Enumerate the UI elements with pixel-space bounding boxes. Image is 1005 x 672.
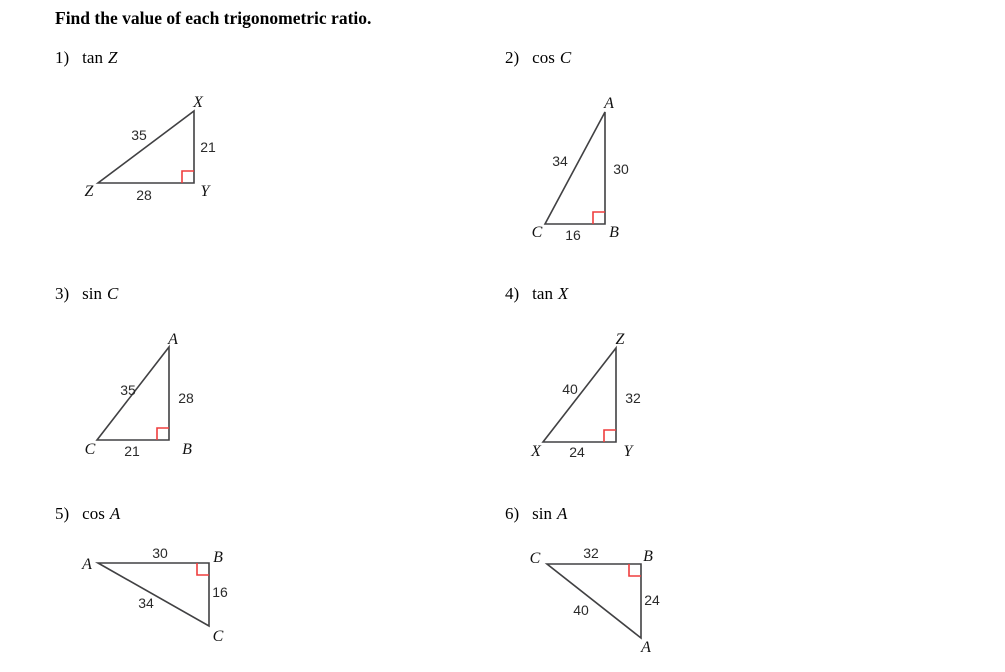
vertex-label-4-Y: Y (623, 443, 633, 460)
problem-6-number: 6) (505, 504, 520, 523)
problem-6-function: sin (532, 504, 553, 523)
side-length-label-4-24: 24 (569, 444, 585, 460)
vertex-label-6-A: A (641, 639, 651, 656)
problem-5-function: cos (82, 504, 105, 523)
problem-3-header (55, 284, 118, 304)
vertex-label-5-A: A (82, 556, 92, 573)
problem-4-variable: X (557, 284, 569, 303)
triangle-1 (98, 111, 194, 183)
vertex-label-2-B: B (609, 224, 619, 241)
vertex-label-1-Y: Y (200, 183, 210, 200)
problem-5-variable: A (109, 504, 121, 523)
side-length-label-5-30: 30 (152, 545, 168, 561)
vertex-label-3-A: A (168, 331, 178, 348)
side-length-label-3-21: 21 (124, 443, 140, 459)
problem-6-header (505, 504, 567, 524)
side-length-label-2-34: 34 (552, 153, 568, 169)
vertex-label-1-X: X (193, 94, 203, 111)
problem-3-variable: C (107, 284, 119, 303)
problem-3-number: 3) (55, 284, 70, 303)
vertex-label-3-B: B (182, 441, 192, 458)
problem-5-number: 5) (55, 504, 70, 523)
vertex-label-5-B: B (213, 549, 223, 566)
side-length-label-6-40: 40 (573, 602, 589, 618)
vertex-label-6-B: B (643, 548, 653, 565)
vertex-label-5-C: C (212, 628, 224, 645)
side-length-label-2-16: 16 (565, 227, 581, 243)
side-length-label-6-24: 24 (644, 592, 660, 608)
vertex-label-3-C: C (84, 441, 96, 458)
problem-3-function: sin (82, 284, 103, 303)
vertex-label-4-Z: Z (615, 331, 625, 348)
right-angle-marker-3 (157, 428, 169, 440)
vertex-label-2-A: A (604, 95, 614, 112)
right-angle-marker-6 (629, 564, 641, 576)
side-length-label-5-16: 16 (212, 584, 228, 600)
vertex-label-2-C: C (531, 224, 543, 241)
problem-1-function: tan (82, 48, 103, 67)
problem-4-number: 4) (505, 284, 520, 303)
side-length-label-2-30: 30 (613, 161, 629, 177)
problem-1-variable: Z (107, 48, 118, 67)
problem-4-header (505, 284, 568, 304)
problem-2-header (505, 48, 571, 68)
right-angle-marker-4 (604, 430, 616, 442)
vertex-label-4-X: X (531, 443, 541, 460)
right-angle-marker-2 (593, 212, 605, 224)
problem-2-number: 2) (505, 48, 520, 67)
side-length-label-3-35: 35 (120, 382, 136, 398)
problem-2-function: cos (532, 48, 555, 67)
side-length-label-5-34: 34 (138, 595, 154, 611)
triangle-4 (543, 348, 616, 442)
side-length-label-3-28: 28 (178, 390, 194, 406)
vertex-label-6-C: C (529, 550, 541, 567)
problem-1-header (55, 48, 117, 68)
side-length-label-4-40: 40 (562, 381, 578, 397)
problem-2-variable: C (559, 48, 572, 67)
side-length-label-4-32: 32 (625, 390, 641, 406)
side-length-label-1-28: 28 (136, 187, 152, 203)
triangle-6 (547, 564, 641, 638)
vertex-label-1-Z: Z (84, 183, 94, 200)
right-angle-marker-1 (182, 171, 194, 183)
side-length-label-1-21: 21 (200, 139, 216, 155)
side-length-label-6-32: 32 (583, 545, 599, 561)
problem-5-header (55, 504, 120, 524)
right-angle-marker-5 (197, 563, 209, 575)
problem-1-number: 1) (55, 48, 70, 67)
side-length-label-1-35: 35 (131, 127, 147, 143)
worksheet-title: Find the value of each trigonometric ratio. (55, 8, 372, 28)
problem-4-function: tan (532, 284, 553, 303)
problem-6-variable: A (557, 504, 568, 523)
